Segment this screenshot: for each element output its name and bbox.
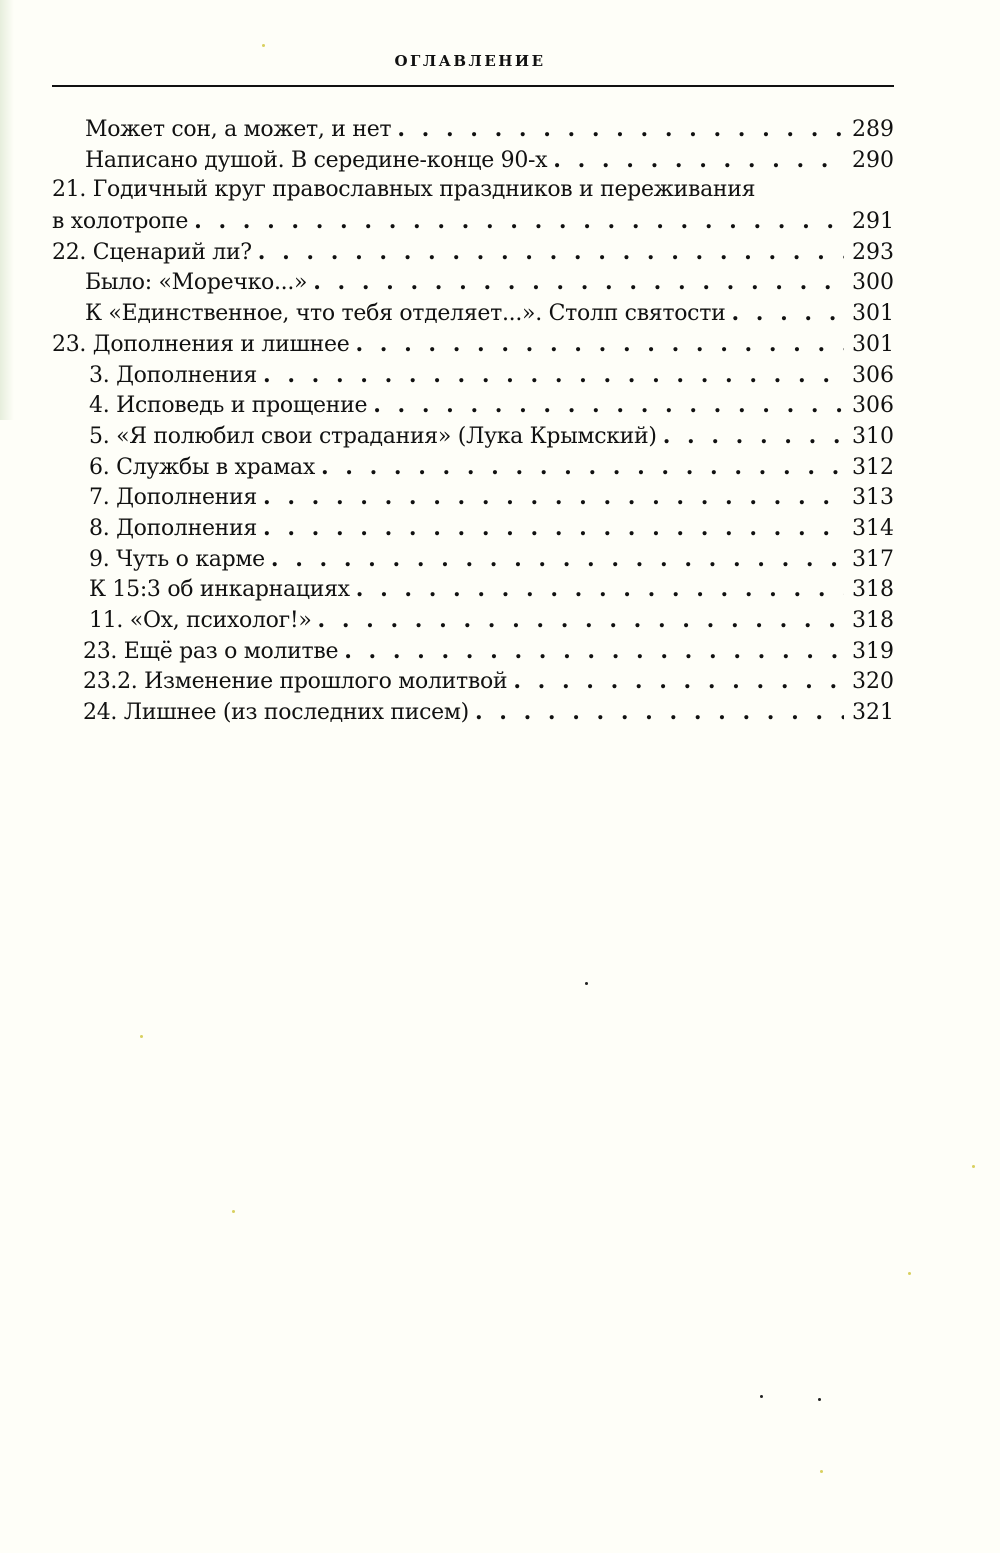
toc-entry [52,298,894,329]
paper-speck [908,1272,911,1275]
dot-leader [356,574,844,606]
toc-entry [52,175,894,236]
toc-entry [52,329,894,360]
toc-entry-title: 8. Дополнения [89,515,257,541]
dot-leader [321,452,844,484]
toc-entry-page: 318 [852,608,894,633]
toc-entry-page: 313 [852,485,894,511]
dot-leader [263,360,844,392]
toc-entry [52,574,894,605]
dot-leader [318,605,844,637]
toc-entry-page: 317 [852,546,894,572]
toc-entry-title: Было: «Моречко...» [85,270,308,296]
paper-speck [760,1395,763,1398]
toc-entry-page: 306 [852,362,894,388]
toc-entry-page: 301 [852,301,894,327]
toc-entry [52,360,894,391]
dot-leader [263,513,844,545]
toc-entry-page: 291 [852,209,894,235]
toc-entry [52,666,894,697]
toc-entry-page: 312 [852,454,894,480]
toc-entry-page: 306 [852,393,894,419]
dot-leader [355,329,844,361]
header-rule [52,85,894,87]
toc-entry-title: 23. Дополнения и лишнее [52,331,350,357]
toc-entry-title: К «Единственное, что тебя отделяет...». Столп святости [85,301,726,327]
paper-speck [140,1035,143,1038]
dot-leader [373,390,844,422]
toc-entry-page: 301 [852,331,894,357]
toc-entry-page: 314 [852,515,894,541]
toc-entry-page: 293 [852,239,894,265]
toc-entry-title: 9. Чуть о карме [89,546,265,572]
dot-leader [475,697,844,729]
table-of-contents [52,114,894,728]
toc-entry-page: 300 [852,270,894,296]
toc-entry [52,636,894,667]
dot-leader [513,666,844,698]
toc-entry [52,145,894,176]
paper-speck [972,1165,975,1168]
dot-leader [263,482,844,514]
toc-entry-title: 22. Сценарий ли? [52,239,252,265]
toc-entry-title: 6. Службы в храмах [89,454,315,480]
toc-entry [52,544,894,575]
toc-entry-title: 24. Лишнее (из последних писем) [83,700,469,726]
toc-entry-page: 319 [852,638,894,664]
toc-entry [52,605,894,636]
toc-entry-title: Может сон, а может, и нет [85,117,392,142]
toc-entry-page: 321 [852,700,894,726]
dot-leader [271,544,844,576]
toc-entry-title: 11. «Ох, психолог!» [89,608,312,633]
dot-leader [397,114,844,146]
dot-leader [553,145,844,177]
toc-entry-title-line1: 21. Годичный круг православных праздников и переживания [52,177,756,203]
toc-entry [52,697,894,728]
toc-entry-title: 7. Дополнения [89,485,257,511]
toc-entry-title: 3. Дополнения [89,362,257,388]
toc-entry-title: 4. Исповедь и прощение [89,393,368,419]
paper-speck [585,982,588,985]
dot-leader [313,267,844,299]
toc-entry-page: 318 [852,577,894,603]
dot-leader [663,421,844,453]
toc-entry-title: 23.2. Изменение прошлого молитвой [83,669,508,695]
paper-speck [232,1210,235,1213]
dot-leader [258,237,844,269]
running-head: ОГЛАВЛЕНИЕ [394,52,546,70]
paper-speck [820,1470,823,1473]
toc-entry [52,482,894,513]
toc-entry-title: 23. Ещё раз о молитве [83,638,339,664]
toc-entry [52,390,894,421]
dot-leader [344,636,844,668]
toc-entry-page: 320 [852,669,894,695]
toc-entry-title: К 15:3 об инкарнациях [89,577,350,603]
toc-entry [52,237,894,268]
paper-speck [818,1398,821,1401]
paper-speck [262,44,265,47]
toc-entry-title: в холотропе [52,209,189,235]
toc-entry [52,452,894,483]
toc-entry-title: Написано душой. В середине-конце 90-х [85,147,548,173]
toc-entry-page: 310 [852,423,894,449]
toc-entry-page: 290 [852,147,894,173]
toc-entry-page: 289 [852,117,894,142]
toc-entry [52,421,894,452]
toc-entry [52,513,894,544]
dot-leader [194,206,844,238]
toc-entry [52,267,894,298]
toc-entry-title: 5. «Я полюбил свои страдания» (Лука Крымский) [89,423,657,449]
toc-entry [52,114,894,145]
dot-leader [731,298,844,330]
